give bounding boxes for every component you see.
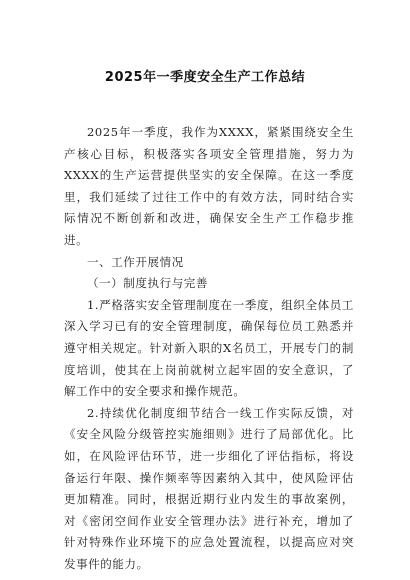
- paragraph-item-2: 2.持续优化制度细节结合一线工作实际反馈，对《安全风险分级管控实施细则》进行了局部优化。比如，在风险评估环节，进一步细化了评估指标，将设备运行年限、操作频率等因素纳入其中，使风险评估更加精准。同时，根据近期行业内发生的事故案例，对《密闭空间作业安全管理办法》进行补充，增加了针对特殊作业环境下的应急处置流程，以提高应对突发事件的能力。: [64, 405, 354, 571]
- paragraph-item-1: 1.严格落实安全管理制度在一季度，组织全体员工深入学习已有的安全管理制度，确保每位员工熟悉并遵守相关规定。针对新入职的X名员工，开展专门的制度培训，使其在上岗前就树立起牢固的安全意识，了解工作中的安全要求和操作规范。: [64, 297, 354, 399]
- paragraph-intro: 2025年一季度，我作为XXXX，紧紧围绕安全生产核心目标，积极落实各项安全管理措施，努力为XXXX的生产运营提供坚实的安全保障。在这一季度里，我们延续了过往工作中的有效方法，同时结合实际情况不断创新和改进，确保安全生产工作稳步推进。: [64, 125, 354, 247]
- document-title: 2025年一季度安全生产工作总结: [104, 70, 306, 85]
- document-body: [64, 122, 354, 575]
- section-heading: 一、工作开展情况: [87, 254, 184, 269]
- subsection-heading: （一）制度执行与完善: [87, 276, 208, 291]
